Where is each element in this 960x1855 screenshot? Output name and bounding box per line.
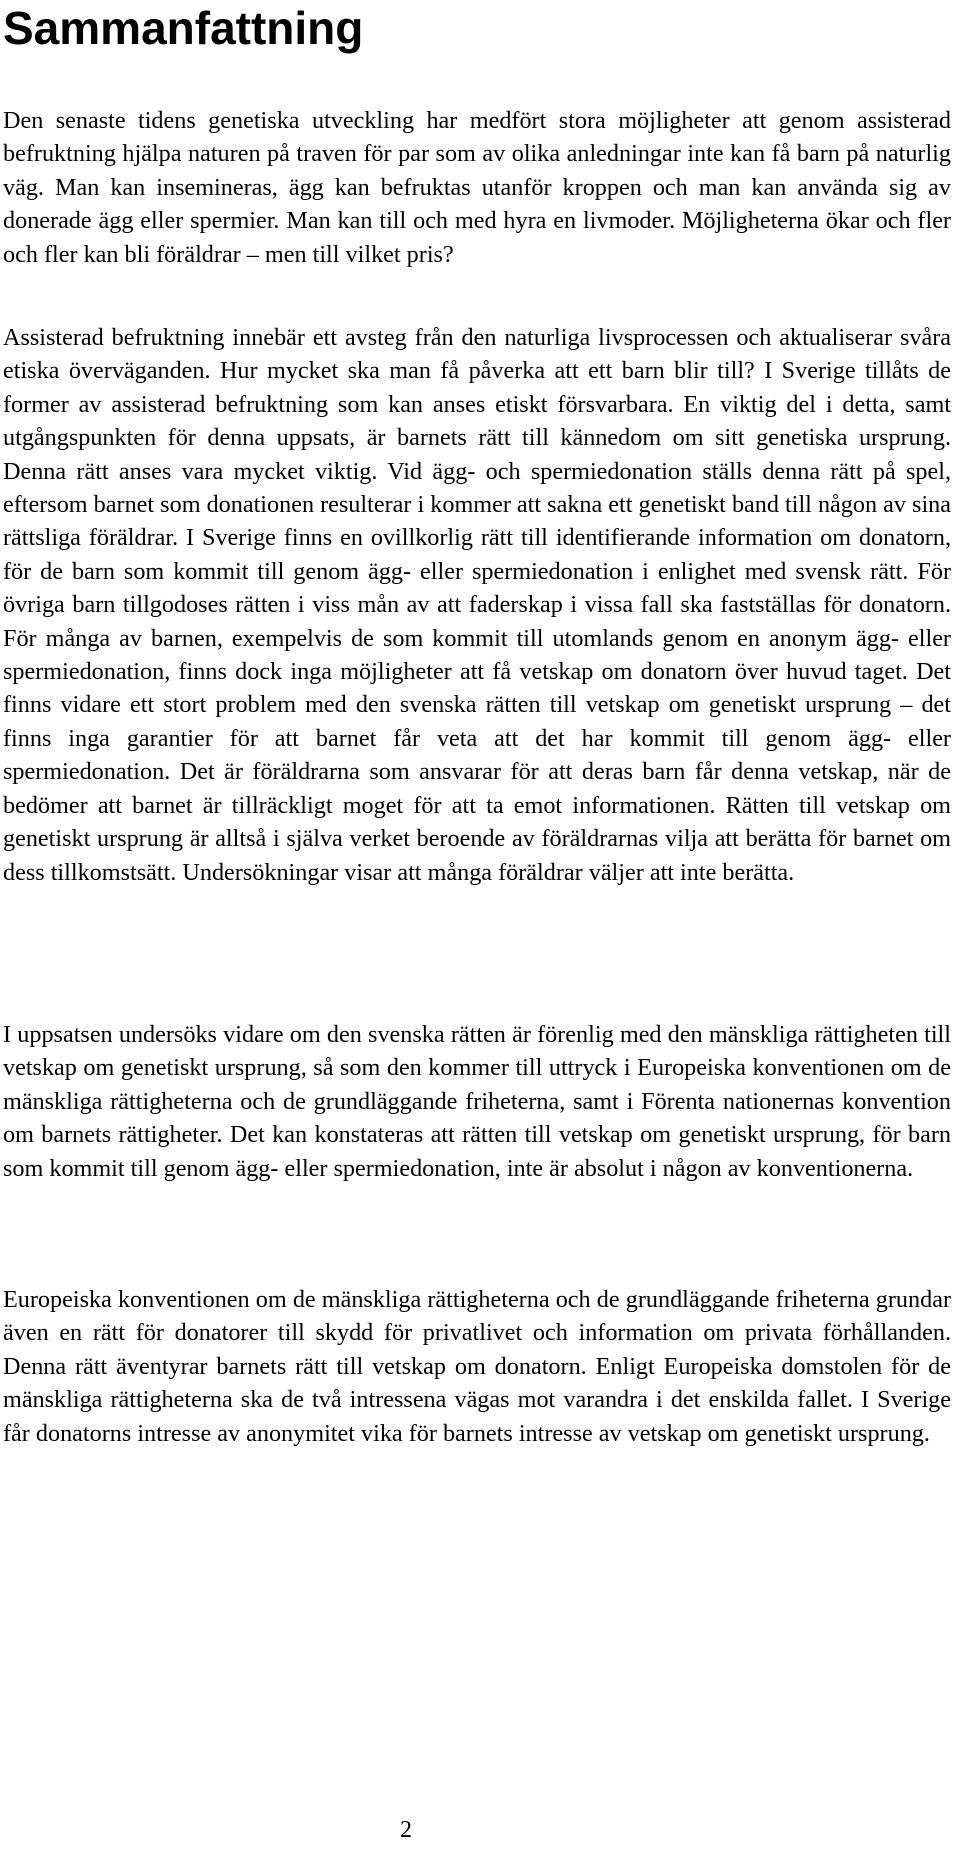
- page-number: 2: [400, 1817, 412, 1843]
- paragraph-3: I uppsatsen undersöks vidare om den svenska rätten är förenlig med den mänskliga rättigheten till vetskap om genetiskt ursprung, så som den kommer till uttryck i Europeiska konventionen om de mänskliga rättigheterna och de grundläggande friheterna, samt i Förenta nationernas konvention om barnets rättigheter. Det kan konstateras att rätten till vetskap om genetiskt ursprung, för barn som kommit till genom ägg- eller spermiedonation, inte är absolut i någon av konventionerna.: [3, 1021, 951, 1182]
- paragraph-4: Europeiska konventionen om de mänskliga rättigheterna och de grundläggande friheterna grundar även en rätt för donatorer till skydd för privatlivet och information om privata förhållanden. Denna rätt äventyrar barnets rätt till vetskap om donatorn. Enligt Europeiska domstolen för de mänskliga rättigheterna ska de två intressena vägas mot varandra i det enskilda fallet. I Sverige får donatorns intresse av anonymitet vika för barnets intresse av vetskap om genetiskt ursprung.: [3, 1286, 951, 1447]
- page-title: Sammanfattning: [3, 2, 364, 54]
- paragraph-1: Den senaste tidens genetiska utveckling har medfört stora möjligheter att genom assisterad befruktning hjälpa naturen på traven för par som av olika anledningar inte kan få barn på naturlig väg. Man kan insemineras, ägg kan befruktas utanför kroppen och man kan använda sig av donerade ägg eller spermier. Man kan till och med hyra en livmoder. Möjligheterna ökar och fler och fler kan bli föräldrar – men till vilket pris?: [3, 107, 951, 268]
- paragraph-2: Assisterad befruktning innebär ett avsteg från den naturliga livsprocessen och aktualiserar svåra etiska överväganden. Hur mycket ska man få påverka att ett barn blir till? I Sverige tillåts de former av assisterad befruktning som kan anses etiskt försvarbara. En viktig del i detta, samt utgångspunkten för denna uppsats, är barnets rätt till kännedom om sitt genetiska ursprung. Denna rätt anses vara mycket viktig. Vid ägg- och spermiedonation ställs denna rätt på spel, eftersom barnet som donationen resulterar i kommer att sakna ett genetiskt band till någon av sina rättsliga föräldrar. I Sverige finns en ovillkorlig rätt till identifierande information om donatorn, för de barn som kommit till genom ägg- eller spermiedonation i enlighet med svensk rätt. För övriga barn tillgodoses rätten i viss mån av att faderskap i vissa fall ska fastställas för donatorn. För många av barnen, exempelvis de som kommit till utomlands genom en anonym ägg- eller spermiedonation, finns dock inga möjligheter att få vetskap om donatorn över huvud taget. Det finns vidare ett stort problem med den svenska rätten till vetskap om genetiskt ursprung – det finns inga garantier för att barnet får veta att det har kommit till genom ägg- eller spermiedonation. Det är föräldrarna som ansvarar för att deras barn får denna vetskap, när de bedömer att barnet är tillräckligt moget för att ta emot informationen. Rätten till vetskap om genetiskt ursprung är alltså i själva verket beroende av föräldrarnas vilja att berätta för barnet om dess tillkomstsätt. Undersökningar visar att många föräldrar väljer att inte berätta.: [3, 324, 951, 886]
- page-number-footer: [0, 1815, 960, 1845]
